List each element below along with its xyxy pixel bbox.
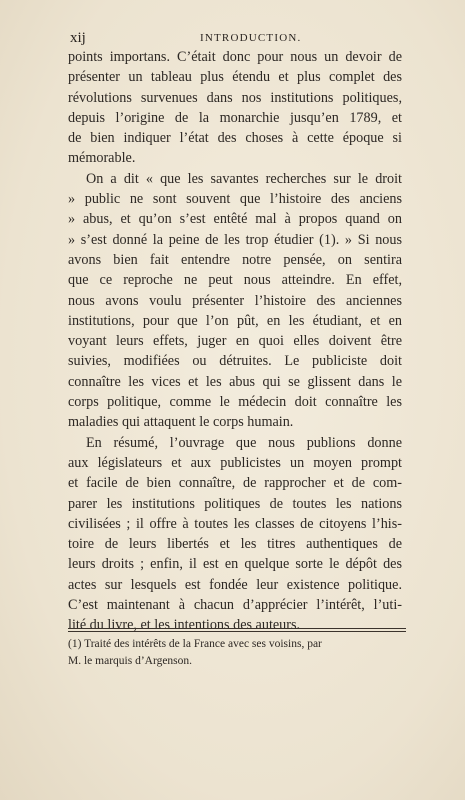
text-line: toire de leurs libertés et les titres authentiques de xyxy=(68,536,402,553)
text-line: nous avons voulu présenter l’histoire des anciennes xyxy=(68,292,402,309)
text-line: présenter un tableau plus étendu et plus complet des xyxy=(68,69,402,86)
text-line: révolutions survenues dans nos institutions politiques, xyxy=(68,89,402,106)
text-line: En résumé, l’ouvrage que nous publions donne xyxy=(86,434,402,451)
text-line: corps politique, comme le médecin doit connaître les xyxy=(68,394,402,411)
footnote-line: (1) Traité des intérêts de la France avec ses voisins, par xyxy=(68,638,322,650)
text-line: » public ne sont souvent que l’histoire des anciens xyxy=(68,191,402,208)
text-line: C’est maintenant à chacun d’apprécier l’intérêt, l’uti- xyxy=(68,597,402,614)
text-line: maladies qui attaquent le corps humain. xyxy=(68,414,294,431)
text-line: institutions, pour que l’on pût, en les étudiant, et en xyxy=(68,312,402,329)
text-line: leurs droits ; enfin, il est en quelque sorte le dépôt des xyxy=(68,556,402,573)
text-line: On a dit « que les savantes recherches sur le droit xyxy=(86,170,402,187)
text-line: de bien indiquer l’état des choses à cette époque si xyxy=(68,130,402,147)
text-line: voyant leurs effets, juger en quoi elles doivent être xyxy=(68,333,402,350)
text-line: que ce reproche ne peut nous atteindre. En effet, xyxy=(68,272,402,289)
text-line: parer les institutions politiques de toutes les nations xyxy=(68,495,402,512)
text-line: civilisées ; il offre à toutes les classes de citoyens l’his- xyxy=(68,515,402,532)
footnote-separator xyxy=(68,628,406,629)
text-line: aux législateurs et aux publicistes un moyen prompt xyxy=(68,454,402,471)
text-line: mémorable. xyxy=(68,150,136,167)
text-line: actes sur lesquels est fondée leur existence politique. xyxy=(68,576,402,593)
text-line: points importans. C’était donc pour nous un devoir de xyxy=(68,49,402,65)
footnote xyxy=(68,636,408,670)
running-title: INTRODUCTION. xyxy=(200,32,302,44)
text-line: » abus, et qu’on s’est entêté mal à propos quand on xyxy=(68,211,402,228)
text-line: connaître les vices et les abus qui se glissent dans le xyxy=(68,373,402,390)
text-line: » s’est donné la peine de les trop étudier (1). » Si nous xyxy=(68,231,402,248)
page-number: xij xyxy=(70,30,86,46)
footnote-separator-thin xyxy=(68,631,406,632)
text-line: avons bien fait entendre notre pensée, on sentira xyxy=(68,251,402,268)
text-line: et facile de bien connaître, de rapprocher et de com- xyxy=(68,475,402,492)
text-line: suivies, modifiées ou détruites. Le publiciste doit xyxy=(68,353,402,370)
footnote-line: M. le marquis d’Argenson. xyxy=(68,655,193,667)
text-line: depuis l’origine de la monarchie jusqu’en 1789, et xyxy=(68,109,402,126)
body-text xyxy=(68,47,402,636)
text-line: lité du livre, et les intentions des auteurs. xyxy=(68,617,301,634)
